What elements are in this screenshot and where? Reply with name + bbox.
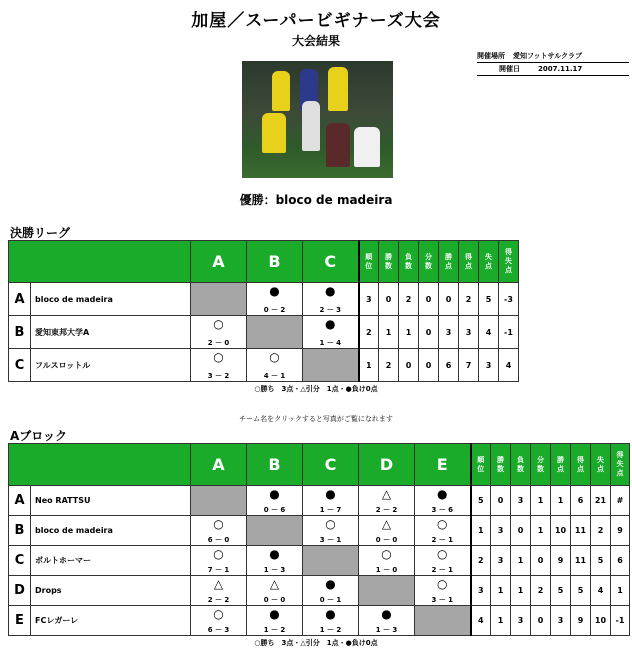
match-result — [303, 576, 358, 605]
row-label: A — [9, 283, 31, 316]
match-result — [415, 546, 470, 575]
stat-value: # — [611, 486, 630, 516]
team-name-link[interactable]: フルスロットル — [31, 349, 191, 382]
win-circle-icon: ○ — [269, 350, 280, 364]
table-row — [9, 283, 519, 316]
stat-value: 1 — [491, 606, 511, 636]
stat-value: 10 — [591, 606, 611, 636]
self-match-cell — [191, 486, 247, 516]
match-score: 1 － 0 — [375, 566, 398, 574]
click-note: チーム名をクリックすると写真がご覧になれます — [239, 415, 393, 423]
loss-dot-icon: ● — [325, 284, 336, 298]
page-subtitle: 大会結果 — [291, 34, 340, 48]
stat-header-label: 負数 — [405, 252, 412, 270]
stat-value: 0 — [399, 349, 419, 382]
table-row — [9, 516, 630, 546]
self-match-cell — [359, 576, 415, 606]
stat-value: 5 — [479, 283, 499, 316]
table-row — [9, 316, 519, 349]
stat-header — [379, 241, 399, 283]
stat-value: 1 — [379, 316, 399, 349]
row-label: C — [9, 546, 31, 576]
stat-value: 3 — [511, 606, 531, 636]
team-name-link[interactable]: ボルトホーマー — [31, 546, 191, 576]
event-info — [477, 50, 629, 76]
match-result — [303, 283, 358, 315]
stat-value: -3 — [499, 283, 519, 316]
match-score: 0 － 6 — [263, 506, 286, 514]
match-score: 0 － 0 — [375, 536, 398, 544]
match-result — [415, 486, 470, 515]
stat-value: 3 — [491, 516, 511, 546]
column-header-b: B — [247, 241, 303, 283]
self-match-cell — [303, 349, 359, 382]
draw-triangle-icon: △ — [381, 517, 392, 531]
match-result-cell — [247, 606, 303, 636]
stat-value: 1 — [359, 349, 379, 382]
venue-row — [477, 50, 629, 63]
table-row — [9, 606, 630, 636]
match-result-cell — [303, 486, 359, 516]
match-result — [303, 486, 358, 515]
loss-dot-icon: ● — [269, 487, 280, 501]
player-figure — [326, 123, 350, 167]
stat-value: 3 — [439, 316, 459, 349]
match-result-cell — [247, 283, 303, 316]
win-circle-icon: ○ — [213, 547, 224, 561]
stat-value: 3 — [491, 546, 511, 576]
row-label: D — [9, 576, 31, 606]
column-header-c: C — [303, 241, 359, 283]
loss-dot-icon: ● — [325, 577, 336, 591]
player-figure — [328, 67, 348, 111]
match-result-cell — [247, 349, 303, 382]
win-circle-icon: ○ — [381, 547, 392, 561]
stat-header-label: 負数 — [517, 455, 524, 473]
stat-value: 2 — [591, 516, 611, 546]
stat-value: 3 — [479, 349, 499, 382]
stat-value: 4 — [471, 606, 491, 636]
match-score: 0 － 0 — [263, 596, 286, 604]
draw-triangle-icon: △ — [381, 487, 392, 501]
match-score: 6 － 3 — [207, 626, 230, 634]
match-result — [191, 576, 246, 605]
stat-value: 1 — [471, 516, 491, 546]
team-name-link[interactable]: bloco de madeira — [31, 516, 191, 546]
match-result-cell — [359, 486, 415, 516]
match-result — [191, 606, 246, 635]
column-header-c: C — [303, 444, 359, 486]
player-figure — [354, 127, 380, 167]
stat-value: 6 — [611, 546, 630, 576]
stat-value: 2 — [359, 316, 379, 349]
match-result-cell — [303, 576, 359, 606]
loss-dot-icon: ● — [269, 607, 280, 621]
stat-value: 3 — [459, 316, 479, 349]
stat-header — [479, 241, 499, 283]
match-result — [191, 349, 246, 381]
team-name-link[interactable]: 愛知東邦大学A — [31, 316, 191, 349]
match-score: 1 － 2 — [263, 626, 286, 634]
match-score: 6 － 0 — [207, 536, 230, 544]
stat-value: 1 — [531, 516, 551, 546]
team-photo — [242, 61, 393, 178]
match-result — [191, 316, 246, 348]
header-corner — [9, 241, 191, 283]
stat-value: 9 — [551, 546, 571, 576]
player-figure — [262, 113, 286, 153]
stat-header-label: 勝点 — [445, 252, 452, 270]
stat-value: 0 — [419, 349, 439, 382]
date-row — [477, 63, 629, 76]
stat-value: 0 — [419, 316, 439, 349]
match-result-cell — [247, 546, 303, 576]
stat-value: 2 — [531, 576, 551, 606]
player-figure — [272, 71, 290, 111]
stat-header — [591, 444, 611, 486]
table-header-row — [9, 241, 519, 283]
match-score: 1 － 4 — [319, 339, 342, 347]
stat-header — [359, 241, 379, 283]
stat-header — [571, 444, 591, 486]
column-header-b: B — [247, 444, 303, 486]
match-result-cell — [191, 606, 247, 636]
stat-value: 3 — [551, 606, 571, 636]
team-name-link[interactable]: bloco de madeira — [31, 283, 191, 316]
stat-header-label: 失点 — [485, 252, 492, 270]
match-result-cell — [191, 546, 247, 576]
match-score: 1 － 2 — [319, 626, 342, 634]
match-score: 2 － 3 — [319, 306, 342, 314]
match-result — [303, 516, 358, 545]
stat-header-label: 順位 — [477, 455, 485, 473]
match-result — [359, 546, 414, 575]
loss-dot-icon: ● — [325, 487, 336, 501]
match-result-cell — [303, 516, 359, 546]
match-result-cell — [303, 283, 359, 316]
stat-value: 11 — [571, 516, 591, 546]
stat-value: 0 — [379, 283, 399, 316]
match-score: 2 － 2 — [207, 596, 230, 604]
match-result-cell — [247, 576, 303, 606]
win-circle-icon: ○ — [213, 607, 224, 621]
team-name-link[interactable]: FCレガーレ — [31, 606, 191, 636]
team-name-link[interactable]: Neo RATTSU — [31, 486, 191, 516]
match-result — [247, 486, 302, 515]
win-circle-icon: ○ — [213, 350, 224, 364]
win-circle-icon: ○ — [437, 547, 448, 561]
stat-header-label: 得点 — [577, 455, 584, 473]
stat-value: -1 — [499, 316, 519, 349]
stat-value: 2 — [379, 349, 399, 382]
self-match-cell — [303, 546, 359, 576]
match-result — [247, 606, 302, 635]
stat-value: 0 — [511, 516, 531, 546]
match-result-cell — [415, 486, 471, 516]
match-result — [247, 546, 302, 575]
match-result-cell — [415, 546, 471, 576]
draw-triangle-icon: △ — [213, 577, 224, 591]
stat-header-label: 勝点 — [557, 455, 564, 473]
table-row — [9, 486, 630, 516]
block-a-title: Aブロック — [10, 429, 68, 443]
stat-value: 1 — [511, 546, 531, 576]
stat-value: 0 — [491, 486, 511, 516]
venue-value: 愛知フットサルクラブ — [513, 52, 583, 60]
match-result-cell — [191, 349, 247, 382]
table-row — [9, 349, 519, 382]
match-result — [359, 516, 414, 545]
column-header-a: A — [191, 241, 247, 283]
win-circle-icon: ○ — [437, 577, 448, 591]
win-circle-icon: ○ — [213, 317, 224, 331]
match-result-cell — [191, 316, 247, 349]
match-result — [247, 283, 302, 315]
page-title: 加屋／スーパービギナーズ大会 — [191, 11, 441, 31]
loss-dot-icon: ● — [269, 547, 280, 561]
stat-header-label: 得失点 — [505, 248, 512, 274]
stat-value: 10 — [551, 516, 571, 546]
stat-value: 1 — [511, 576, 531, 606]
stat-header-label: 勝数 — [497, 455, 504, 473]
table-row — [9, 576, 630, 606]
match-score: 3 － 6 — [431, 506, 454, 514]
match-score: 7 － 1 — [207, 566, 230, 574]
match-result-cell — [247, 486, 303, 516]
win-circle-icon: ○ — [437, 517, 448, 531]
stat-value: 0 — [531, 606, 551, 636]
loss-dot-icon: ● — [381, 607, 392, 621]
match-result-cell — [359, 516, 415, 546]
match-result — [303, 316, 358, 348]
date-label: 開催日 — [499, 65, 520, 73]
match-result-cell — [303, 316, 359, 349]
stat-value: 3 — [471, 576, 491, 606]
stat-header-label: 得点 — [465, 252, 472, 270]
stat-header-label: 勝数 — [385, 252, 392, 270]
column-header-a: A — [191, 444, 247, 486]
self-match-cell — [247, 516, 303, 546]
match-score: 1 － 3 — [375, 626, 398, 634]
header-corner — [9, 444, 191, 486]
team-name-link[interactable]: Drops — [31, 576, 191, 606]
match-score: 2 － 2 — [375, 506, 398, 514]
column-header-e: E — [415, 444, 471, 486]
column-header-d: D — [359, 444, 415, 486]
stat-value: 0 — [419, 283, 439, 316]
stat-value: 4 — [499, 349, 519, 382]
player-figure — [302, 101, 320, 151]
stat-value: 5 — [471, 486, 491, 516]
stat-value: 5 — [571, 576, 591, 606]
stat-value: -1 — [611, 606, 630, 636]
match-score: 1 － 7 — [319, 506, 342, 514]
self-match-cell — [415, 606, 471, 636]
match-result — [191, 546, 246, 575]
stat-value: 9 — [611, 516, 630, 546]
match-score: 0 － 2 — [263, 306, 286, 314]
stat-value: 3 — [359, 283, 379, 316]
match-result — [359, 486, 414, 515]
draw-triangle-icon: △ — [269, 577, 280, 591]
match-score: 2 － 0 — [207, 339, 230, 347]
match-score: 3 － 2 — [207, 372, 230, 380]
match-score: 1 － 3 — [263, 566, 286, 574]
stat-value: 2 — [459, 283, 479, 316]
match-result — [415, 576, 470, 605]
date-value: 2007.11.17 — [538, 65, 583, 73]
stat-value: 1 — [491, 576, 511, 606]
match-result — [191, 516, 246, 545]
stat-value: 1 — [531, 486, 551, 516]
stat-value: 9 — [571, 606, 591, 636]
stat-header — [419, 241, 439, 283]
match-score: 2 － 1 — [431, 536, 454, 544]
stat-header — [491, 444, 511, 486]
stat-value: 0 — [531, 546, 551, 576]
stat-value: 2 — [471, 546, 491, 576]
match-result — [359, 606, 414, 635]
stat-header-label: 得失点 — [616, 451, 624, 477]
loss-dot-icon: ● — [325, 317, 336, 331]
stat-value: 1 — [551, 486, 571, 516]
match-score: 3 － 1 — [319, 536, 342, 544]
row-label: E — [9, 606, 31, 636]
self-match-cell — [247, 316, 303, 349]
stat-value: 5 — [551, 576, 571, 606]
stat-header — [611, 444, 630, 486]
win-circle-icon: ○ — [213, 517, 224, 531]
match-result — [247, 349, 302, 381]
final-league-table — [8, 240, 519, 382]
final-league-title: 決勝リーグ — [10, 226, 71, 240]
stat-value: 1 — [611, 576, 630, 606]
row-label: B — [9, 516, 31, 546]
loss-dot-icon: ● — [269, 284, 280, 298]
stat-value: 6 — [439, 349, 459, 382]
stat-header-label: 分数 — [537, 455, 544, 473]
venue-label: 開催場所 — [477, 52, 505, 60]
stat-header-label: 失点 — [597, 455, 604, 473]
match-result — [415, 516, 470, 545]
stat-header-label: 順位 — [365, 252, 373, 270]
stat-value: 21 — [591, 486, 611, 516]
match-score: 2 － 1 — [431, 566, 454, 574]
match-result-cell — [191, 516, 247, 546]
stat-header — [551, 444, 571, 486]
match-result — [247, 576, 302, 605]
stat-value: 2 — [399, 283, 419, 316]
loss-dot-icon: ● — [437, 487, 448, 501]
stat-value: 4 — [479, 316, 499, 349]
stat-header — [511, 444, 531, 486]
stat-header — [439, 241, 459, 283]
final-legend: ○勝ち 3点・△引分 1点・●負け0点 — [254, 385, 378, 393]
stat-header-label: 分数 — [425, 252, 432, 270]
stat-header — [399, 241, 419, 283]
match-result-cell — [191, 576, 247, 606]
row-label: B — [9, 316, 31, 349]
stat-value: 11 — [571, 546, 591, 576]
match-score: 4 － 1 — [263, 372, 286, 380]
block-a-table — [8, 443, 630, 636]
stat-header — [531, 444, 551, 486]
match-result-cell — [415, 576, 471, 606]
stat-header — [471, 444, 491, 486]
stat-value: 7 — [459, 349, 479, 382]
row-label: A — [9, 486, 31, 516]
stat-value: 5 — [591, 546, 611, 576]
stat-value: 4 — [591, 576, 611, 606]
champion-text: 優勝：bloco de madeira — [239, 193, 393, 207]
table-header-row — [9, 444, 630, 486]
self-match-cell — [191, 283, 247, 316]
stat-header — [459, 241, 479, 283]
stat-value: 1 — [399, 316, 419, 349]
match-result — [303, 606, 358, 635]
row-label: C — [9, 349, 31, 382]
stat-value: 6 — [571, 486, 591, 516]
loss-dot-icon: ● — [325, 607, 336, 621]
match-score: 3 － 1 — [431, 596, 454, 604]
stat-header — [499, 241, 519, 283]
match-score: 0 － 1 — [319, 596, 342, 604]
stat-value: 0 — [439, 283, 459, 316]
block-a-legend: ○勝ち 3点・△引分 1点・●負け0点 — [254, 639, 378, 647]
stat-value: 3 — [511, 486, 531, 516]
match-result-cell — [359, 546, 415, 576]
table-row — [9, 546, 630, 576]
win-circle-icon: ○ — [325, 517, 336, 531]
match-result-cell — [303, 606, 359, 636]
match-result-cell — [359, 606, 415, 636]
match-result-cell — [415, 516, 471, 546]
